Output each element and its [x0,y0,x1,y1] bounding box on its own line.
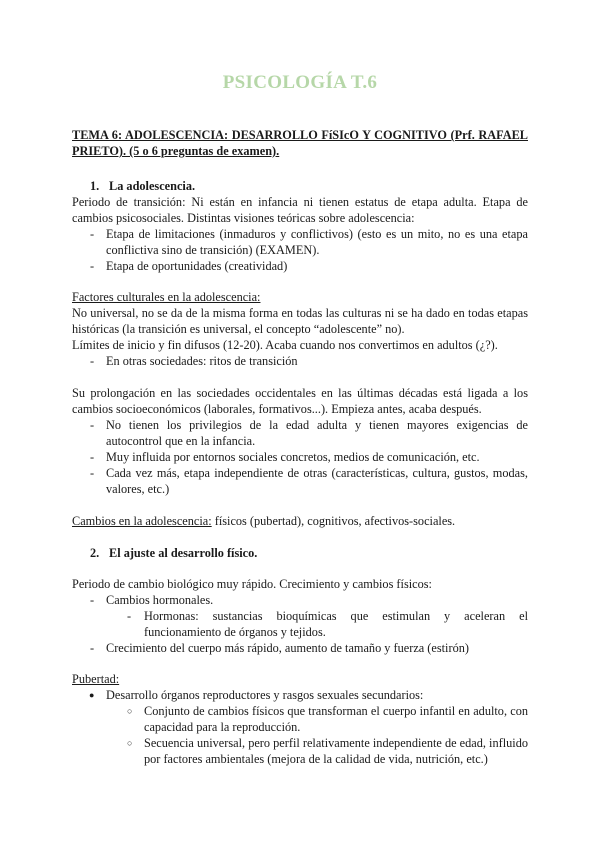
cambios-line [72,513,528,529]
dash-mark: - [90,450,95,464]
section-2-heading [90,545,546,561]
bullet-icon: ● [89,690,95,700]
dash-mark: - [90,641,95,655]
cambios-label: Cambios en la adolescencia: [72,514,212,528]
dash-mark: - [90,227,95,241]
section-1-number: 1. [90,179,100,193]
list-item: ○ Secuencia universal, pero perfil relativamente independiente de edad, influido por factores ambientales (mejora de la calidad de vida, nutrición, etc.) [127,736,528,766]
pubertad-heading: Pubertad: [72,672,120,686]
dash-mark: - [90,259,95,273]
circle-bullet-icon: ○ [127,706,133,716]
section-1-title: La adolescencia. [109,179,196,193]
circle-bullet-icon: ○ [127,738,133,748]
list-item: - Muy influida por entornos sociales concretos, medios de comunicación, etc. [90,450,480,464]
list-item: - Cada vez más, etapa independiente de otras (características, cultura, gustos, modas, valores, etc.) [90,466,528,496]
list-item: - No tienen los privilegios de la edad adulta y tienen mayores exigencias de autocontrol que en la infancia. [90,418,528,448]
section-1-body [72,194,528,274]
dash-mark: - [90,354,95,368]
section-2-title: El ajuste al desarrollo físico. [109,546,258,560]
prolongacion-paragraph: Su prolongación en las sociedades occidentales en las últimas décadas está ligada a los cambios socioeconómicos (laborales, formativos...). Empieza antes, acaba después. [72,386,528,416]
prolongacion-block [72,385,528,497]
section-2-number: 2. [90,546,100,560]
document-title: PSICOLOGÍA T.6 [222,72,378,93]
dash-mark: - [90,466,95,480]
tema-heading: TEMA 6: ADOLESCENCIA: DESARROLLO FíSIcO Y COGNITIVO (Prf. RAFAEL PRIETO). (5 o 6 preguntas de examen). [72,128,528,158]
cambios-text: físicos (pubertad), cognitivos, afectivos-sociales. [211,514,456,528]
list-item: - Etapa de oportunidades (creatividad) [90,259,288,273]
factores-block [72,289,528,369]
list-item: - Etapa de limitaciones (inmaduros y conflictivos) (esto es un mito, no es una etapa conflictiva sino de transición) (EXAMEN). [90,227,528,257]
list-item: - Hormonas: sustancias bioquímicas que estimulan y aceleran el funcionamiento de órganos y tejidos. [127,609,528,639]
factores-heading: Factores culturales en la adolescencia: [72,290,261,304]
list-item: ● Desarrollo órganos reproductores y rasgos sexuales secundarios: [89,688,424,702]
factores-paragraph-1: No universal, no se da de la misma forma en todas las culturas ni se ha dado en todas etapas históricas (la transición es universal, el concepto “adolescente” no). [72,306,528,336]
section-1-intro: Periodo de transición: Ni están en infancia ni tienen estatus de etapa adulta. Etapa de cambios psicosociales. Distintas visiones teóricas sobre adolescencia: [72,195,528,225]
factores-paragraph-2: Límites de inicio y fin difusos (12-20). Acaba cuando nos convertimos en adultos (¿?). [72,338,498,352]
list-item: ○ Conjunto de cambios físicos que transforman el cuerpo infantil en adulto, con capacidad para la reproducción. [127,704,528,734]
dash-mark: - [127,609,132,623]
pubertad-block [72,671,528,767]
list-item: - Crecimiento del cuerpo más rápido, aumento de tamaño y fuerza (estirón) [90,641,469,655]
dash-mark: - [90,593,95,607]
list-item: - Cambios hormonales. [90,593,214,607]
dash-mark: - [90,418,95,432]
section-2-body [72,576,528,656]
section-1-heading [90,178,546,194]
section-2-intro: Periodo de cambio biológico muy rápido. Crecimiento y cambios físicos: [72,577,432,591]
list-item: - En otras sociedades: ritos de transición [90,354,298,368]
